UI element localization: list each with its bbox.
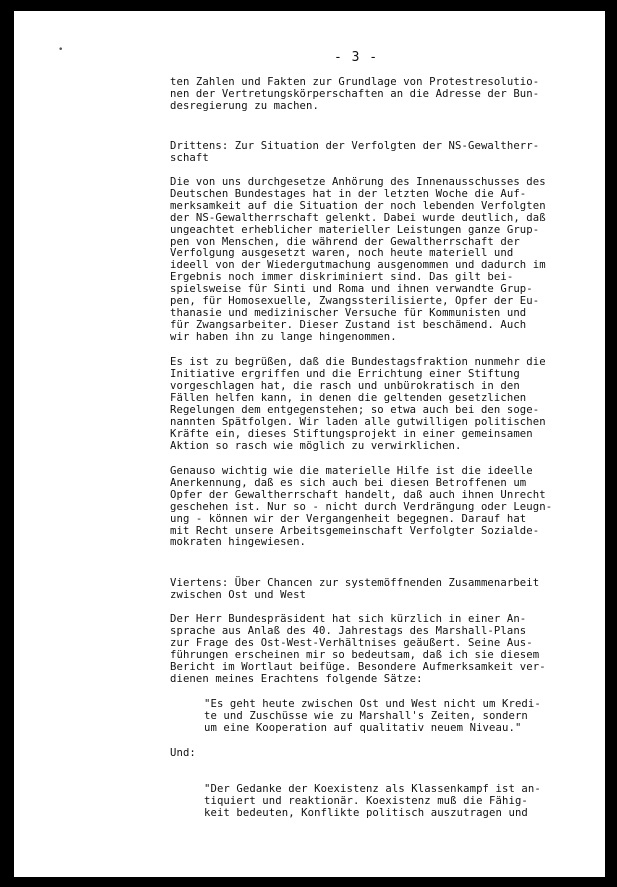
paragraph-continuation: ten Zahlen und Fakten zur Grundlage von Protestresolutio- nen der Vertretungskörperschaften an die Adresse der Bun- desregierung zu machen. bbox=[170, 76, 540, 112]
quote-koexistenz: "Der Gedanke der Koexistenz als Klassenkampf ist an- tiquiert und reaktionär. Koexistenz muß die Fähig- keit bedeuten, Konflikte politisch auszutragen und bbox=[204, 782, 541, 819]
document-page bbox=[14, 11, 605, 877]
paragraph-anerkennung: Genauso wichtig wie die materielle Hilfe ist die ideelle Anerkennung, daß es sich auch bei diesen Betroffenen um Opfer der Gewaltherrschaft handelt, daß auch ihnen Unrecht geschehen ist. Nur so - nicht durch Verdrängung oder Leugn- ung - können wir der Vergangenheit begegnen. Darauf hat mit Recht unsere Arbeitsgemeinschaft Verfolgter Sozialde- mokraten hingewiesen. bbox=[170, 464, 553, 549]
margin-mark: • bbox=[58, 45, 64, 55]
quote-kooperation: "Es geht heute zwischen Ost und West nicht um Kredi- te und Zuschüsse wie zu Marshall's Zeiten, sondern um eine Kooperation auf qualitativ neuem Niveau." bbox=[204, 698, 541, 734]
section-heading-viertens: Viertens: Über Chancen zur systemöffnenden Zusammenarbeit zwischen Ost und West bbox=[170, 577, 540, 602]
page-number: - 3 - bbox=[334, 50, 379, 65]
paragraph-stiftung: Es ist zu begrüßen, daß die Bundestagsfraktion nunmehr die Initiative ergriffen und die Errichtung einer Stiftung vorgeschlagen hat, die rasch und unbürokratisch in den Fällen helfen kann, in denen die geltenden gesetzlichen Regelungen dem entgegenstehen; so etwa auch bei den soge- nannten Spätfolgen. Wir laden alle gutwilligen politischen Kräfte ein, dieses Stiftungsprojekt in einer gemeinsamen Aktion so rasch wie möglich zu verwirklichen. bbox=[170, 356, 546, 452]
und-label: Und: bbox=[170, 746, 196, 759]
quote-koexistenz-block bbox=[170, 748, 598, 832]
document-body bbox=[170, 77, 598, 832]
paragraph-bundespraesident: Der Herr Bundespräsident hat sich kürzlich in einer An- sprache aus Anlaß des 40. Jahrestags des Marshall-Plans zur Frage des Ost-West-Verhältnises geäußert. Seine Aus- führungen erscheinen mir so bedeutsam, daß ich sie diesem Bericht im Wortlaut beifüge. Besondere Aufmerksamkeit ver- dienen meines Erachtens folgende Sätze: bbox=[170, 613, 546, 686]
section-heading-drittens: Drittens: Zur Situation der Verfolgten der NS-Gewaltherr- schaft bbox=[170, 139, 540, 164]
paragraph-anhoerung: Die von uns durchgesetze Anhörung des Innenausschusses des Deutschen Bundestages hat in der letzten Woche die Auf- merksamkeit auf die Situation der noch lebenden Verfolgten der NS-Gewaltherrschaft gelenkt. Dabei wurde deutlich, daß ungeachtet erheblicher materieller Leistungen ganze Grup- pen von Menschen, die während der Gewaltherrschaft der Verfolgung ausgesetzt waren, noch heute materiell und ideell von der Wiedergutmachung ausgenommen und dadurch im Ergebnis noch immer diskriminiert sind. Das gilt bei- spielsweise für Sinti und Roma und ihnen verwandte Grup- pen, für Homosexuelle, Zwangssterilisierte, Opfer der Eu- thanasie und medizinischer Versuche für Kommunisten und für Zwangsarbeiter. Dieser Zustand ist beschämend. Auch wir haben ihn zu lange hingenommen. bbox=[170, 175, 546, 344]
